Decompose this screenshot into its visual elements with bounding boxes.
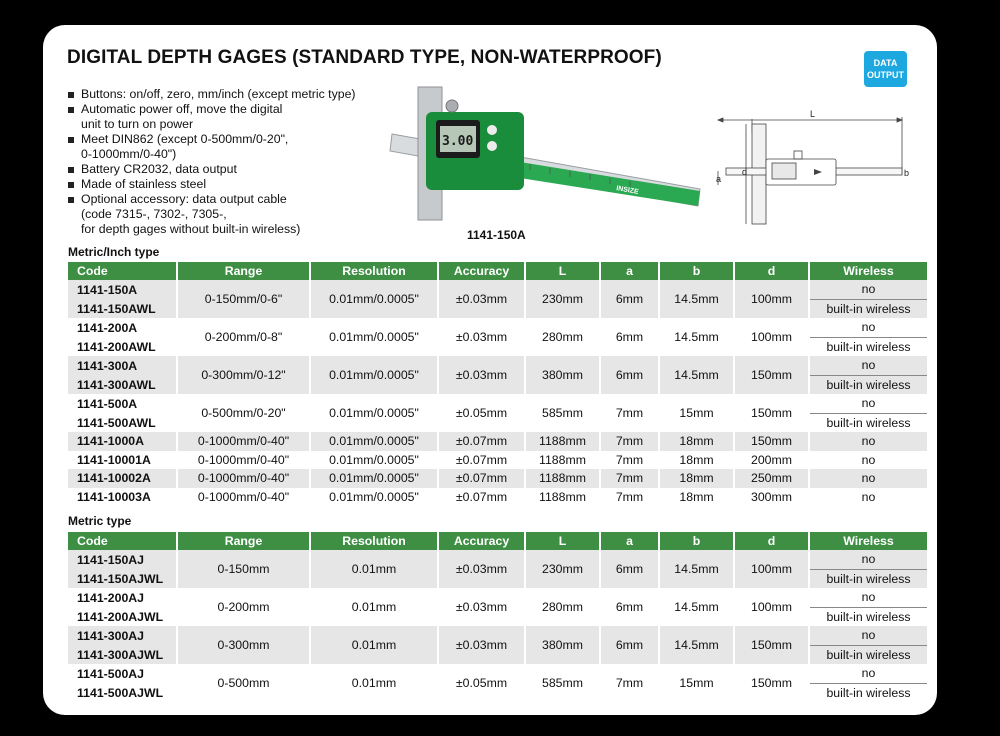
- range-cell: 0-1000mm/0-40": [177, 469, 310, 488]
- power-button: [487, 125, 497, 135]
- wireless-cell: built-in wireless: [809, 607, 927, 626]
- wireless-cell: no: [809, 488, 927, 507]
- a-cell: 6mm: [600, 588, 659, 626]
- code-cell: 1141-10002A: [68, 469, 177, 488]
- column-header: L: [525, 532, 600, 550]
- column-header: Accuracy: [438, 532, 525, 550]
- a-cell: 7mm: [600, 432, 659, 451]
- b-cell: 18mm: [659, 488, 734, 507]
- column-header: Wireless: [809, 262, 927, 280]
- d-cell: 300mm: [734, 488, 809, 507]
- l-cell: 1188mm: [525, 432, 600, 451]
- wireless-cell: built-in wireless: [809, 299, 927, 318]
- resolution-cell: 0.01mm: [310, 588, 438, 626]
- a-cell: 7mm: [600, 469, 659, 488]
- resolution-cell: 0.01mm/0.0005": [310, 432, 438, 451]
- column-header: L: [525, 262, 600, 280]
- feature-item: Battery CR2032, data output: [68, 162, 388, 177]
- accuracy-cell: ±0.03mm: [438, 626, 525, 664]
- l-cell: 230mm: [525, 550, 600, 588]
- code-cell: 1141-150AJWL: [68, 569, 177, 588]
- wireless-cell: built-in wireless: [809, 569, 927, 588]
- b-cell: 14.5mm: [659, 588, 734, 626]
- range-cell: 0-300mm: [177, 626, 310, 664]
- l-cell: 230mm: [525, 280, 600, 318]
- d-cell: 250mm: [734, 469, 809, 488]
- a-cell: 6mm: [600, 626, 659, 664]
- column-header: b: [659, 262, 734, 280]
- d-cell: 100mm: [734, 280, 809, 318]
- table-row: [68, 432, 927, 451]
- code-cell: 1141-200AWL: [77, 339, 156, 354]
- feature-item: Buttons: on/off, zero, mm/inch (except metric type): [68, 87, 388, 102]
- feature-list: [68, 87, 388, 237]
- column-header: Wireless: [809, 532, 927, 550]
- resolution-cell: 0.01mm/0.0005": [310, 318, 438, 356]
- table-row: [68, 356, 927, 375]
- d-cell: 100mm: [734, 550, 809, 588]
- code-cell: 1141-1000A: [68, 432, 177, 451]
- zero-button: [487, 141, 497, 151]
- resolution-cell: 0.01mm/0.0005": [310, 488, 438, 507]
- diagram-label-L: L: [810, 109, 816, 119]
- code-cell: 1141-300AWL: [68, 375, 177, 394]
- wireless-cell: built-in wireless: [809, 683, 927, 702]
- a-cell: 7mm: [600, 451, 659, 470]
- accuracy-cell: ±0.07mm: [438, 451, 525, 470]
- wireless-cell: built-in wireless: [809, 413, 927, 432]
- wireless-cell: built-in wireless: [809, 375, 927, 394]
- d-cell: 100mm: [734, 318, 809, 356]
- dimension-diagram: [712, 107, 914, 232]
- d-cell: 150mm: [734, 394, 809, 432]
- l-cell: 280mm: [525, 588, 600, 626]
- column-header: b: [659, 532, 734, 550]
- l-cell: 280mm: [525, 318, 600, 356]
- wireless-cell: no: [809, 394, 927, 413]
- column-header: Code: [68, 532, 177, 550]
- b-cell: 14.5mm: [659, 280, 734, 318]
- accuracy-cell: ±0.03mm: [438, 280, 525, 318]
- l-cell: 585mm: [525, 664, 600, 702]
- column-header: Code: [68, 262, 177, 280]
- b-cell: 18mm: [659, 432, 734, 451]
- code-cell: 1141-300AJWL: [68, 645, 177, 664]
- column-header: Resolution: [310, 262, 438, 280]
- wireless-cell: no: [809, 588, 927, 607]
- code-cell: 1141-10001A: [77, 452, 151, 467]
- resolution-cell: 0.01mm/0.0005": [310, 356, 438, 394]
- code-cell: 1141-200AJWL: [77, 609, 164, 624]
- table-row: [68, 550, 927, 569]
- resolution-cell: 0.01mm: [310, 626, 438, 664]
- a-cell: 6mm: [600, 318, 659, 356]
- code-cell: 1141-150A: [68, 280, 177, 299]
- table-header-row: [68, 532, 927, 550]
- range-cell: 0-150mm/0-6": [177, 280, 310, 318]
- range-cell: 0-150mm: [177, 550, 310, 588]
- code-cell: 1141-500A: [77, 396, 138, 411]
- code-cell: 1141-10003A: [77, 489, 151, 504]
- d-cell: 100mm: [734, 588, 809, 626]
- wireless-cell: no: [809, 550, 927, 569]
- table-row: [68, 488, 927, 507]
- l-cell: 1188mm: [525, 451, 600, 470]
- diagram-label-a: a: [716, 174, 722, 184]
- wireless-cell: no: [809, 356, 927, 375]
- feature-item-continued: 0-1000mm/0-40"): [81, 147, 177, 161]
- wireless-cell: no: [809, 432, 927, 451]
- range-cell: 0-300mm/0-12": [177, 356, 310, 394]
- accuracy-cell: ±0.03mm: [438, 356, 525, 394]
- feature-item: Optional accessory: data output cable: [68, 192, 388, 207]
- range-cell: 0-500mm/0-20": [177, 394, 310, 432]
- d-cell: 150mm: [734, 432, 809, 451]
- a-cell: 6mm: [600, 550, 659, 588]
- column-header: Resolution: [310, 532, 438, 550]
- l-cell: 380mm: [525, 626, 600, 664]
- column-header: a: [600, 532, 659, 550]
- accuracy-cell: ±0.03mm: [438, 318, 525, 356]
- range-cell: 0-1000mm/0-40": [177, 451, 310, 470]
- column-header: d: [734, 262, 809, 280]
- badge-line-1: DATA: [873, 58, 898, 68]
- wireless-cell: no: [809, 626, 927, 645]
- d-cell: 150mm: [734, 626, 809, 664]
- feature-item: Automatic power off, move the digital: [68, 102, 388, 117]
- lock-screw: [446, 100, 458, 112]
- code-cell: 1141-200A: [77, 320, 138, 335]
- code-cell: 1141-500AJWL: [77, 685, 164, 700]
- code-cell: 1141-300A: [68, 356, 177, 375]
- range-cell: 0-1000mm/0-40": [177, 488, 310, 507]
- l-cell: 1188mm: [525, 488, 600, 507]
- table-row: [68, 588, 927, 607]
- code-cell: 1141-150AWL: [68, 299, 177, 318]
- accuracy-cell: ±0.03mm: [438, 550, 525, 588]
- wireless-cell: no: [809, 318, 927, 337]
- b-cell: 14.5mm: [659, 356, 734, 394]
- a-cell: 7mm: [600, 664, 659, 702]
- a-cell: 6mm: [600, 280, 659, 318]
- wireless-cell: no: [809, 664, 927, 683]
- depth-gage-photo: [380, 82, 710, 227]
- d-cell: 150mm: [734, 664, 809, 702]
- table-row: [68, 318, 927, 337]
- a-cell: 7mm: [600, 394, 659, 432]
- column-header: Range: [177, 262, 310, 280]
- b-cell: 14.5mm: [659, 626, 734, 664]
- resolution-cell: 0.01mm: [310, 550, 438, 588]
- photo-caption: 1141-150A: [467, 228, 526, 242]
- range-cell: 0-200mm/0-8": [177, 318, 310, 356]
- code-cell: 1141-200AJ: [77, 590, 145, 605]
- code-cell: 1141-500AJ: [77, 666, 145, 681]
- table-row: [68, 469, 927, 488]
- b-cell: 18mm: [659, 451, 734, 470]
- wireless-cell: no: [809, 469, 927, 488]
- feature-item-continued: for depth gages without built-in wireless): [81, 222, 301, 236]
- lcd-reading: 3.00: [442, 134, 474, 149]
- code-cell: 1141-150AJ: [68, 550, 177, 569]
- table-row: [68, 664, 927, 683]
- l-cell: 380mm: [525, 356, 600, 394]
- accuracy-cell: ±0.05mm: [438, 664, 525, 702]
- column-header: d: [734, 532, 809, 550]
- column-header: a: [600, 262, 659, 280]
- column-header: Accuracy: [438, 262, 525, 280]
- accuracy-cell: ±0.07mm: [438, 432, 525, 451]
- brand-logo: INSIZE: [615, 185, 640, 196]
- a-cell: 6mm: [600, 356, 659, 394]
- range-cell: 0-1000mm/0-40": [177, 432, 310, 451]
- metric-table: [68, 532, 927, 702]
- accuracy-cell: ±0.05mm: [438, 394, 525, 432]
- accuracy-cell: ±0.07mm: [438, 469, 525, 488]
- diagram-label-d: d: [742, 167, 748, 177]
- section-title-metric-inch: Metric/Inch type: [68, 245, 160, 259]
- table-row: [68, 394, 927, 413]
- wireless-cell: no: [809, 451, 927, 470]
- data-output-badge: [864, 51, 907, 87]
- column-header: Range: [177, 532, 310, 550]
- code-cell: 1141-300AJ: [68, 626, 177, 645]
- l-cell: 1188mm: [525, 469, 600, 488]
- wireless-cell: no: [809, 280, 927, 299]
- wireless-cell: built-in wireless: [809, 645, 927, 664]
- d-cell: 150mm: [734, 356, 809, 394]
- range-cell: 0-200mm: [177, 588, 310, 626]
- page-title: DIGITAL DEPTH GAGES (STANDARD TYPE, NON-WATERPROOF): [67, 47, 662, 68]
- resolution-cell: 0.01mm/0.0005": [310, 451, 438, 470]
- feature-item-continued: (code 7315-, 7302-, 7305-,: [81, 207, 227, 221]
- badge-line-2: OUTPUT: [867, 70, 904, 80]
- resolution-cell: 0.01mm: [310, 664, 438, 702]
- range-cell: 0-500mm: [177, 664, 310, 702]
- table-header-row: [68, 262, 927, 280]
- metric-inch-table: [68, 262, 927, 506]
- a-cell: 7mm: [600, 488, 659, 507]
- b-cell: 15mm: [659, 664, 734, 702]
- feature-item-continued: unit to turn on power: [81, 117, 194, 131]
- table-row: [68, 280, 927, 299]
- b-cell: 18mm: [659, 469, 734, 488]
- table-row: [68, 626, 927, 645]
- d-cell: 200mm: [734, 451, 809, 470]
- b-cell: 14.5mm: [659, 318, 734, 356]
- resolution-cell: 0.01mm/0.0005": [310, 394, 438, 432]
- wireless-cell: built-in wireless: [809, 337, 927, 356]
- section-title-metric: Metric type: [68, 514, 132, 528]
- accuracy-cell: ±0.03mm: [438, 588, 525, 626]
- feature-item: Made of stainless steel: [68, 177, 388, 192]
- b-cell: 15mm: [659, 394, 734, 432]
- resolution-cell: 0.01mm/0.0005": [310, 280, 438, 318]
- code-cell: 1141-500AWL: [77, 415, 156, 430]
- table-row: [68, 451, 927, 470]
- feature-item: Meet DIN862 (except 0-500mm/0-20",: [68, 132, 388, 147]
- accuracy-cell: ±0.07mm: [438, 488, 525, 507]
- resolution-cell: 0.01mm/0.0005": [310, 469, 438, 488]
- l-cell: 585mm: [525, 394, 600, 432]
- b-cell: 14.5mm: [659, 550, 734, 588]
- diagram-label-b: b: [904, 168, 910, 178]
